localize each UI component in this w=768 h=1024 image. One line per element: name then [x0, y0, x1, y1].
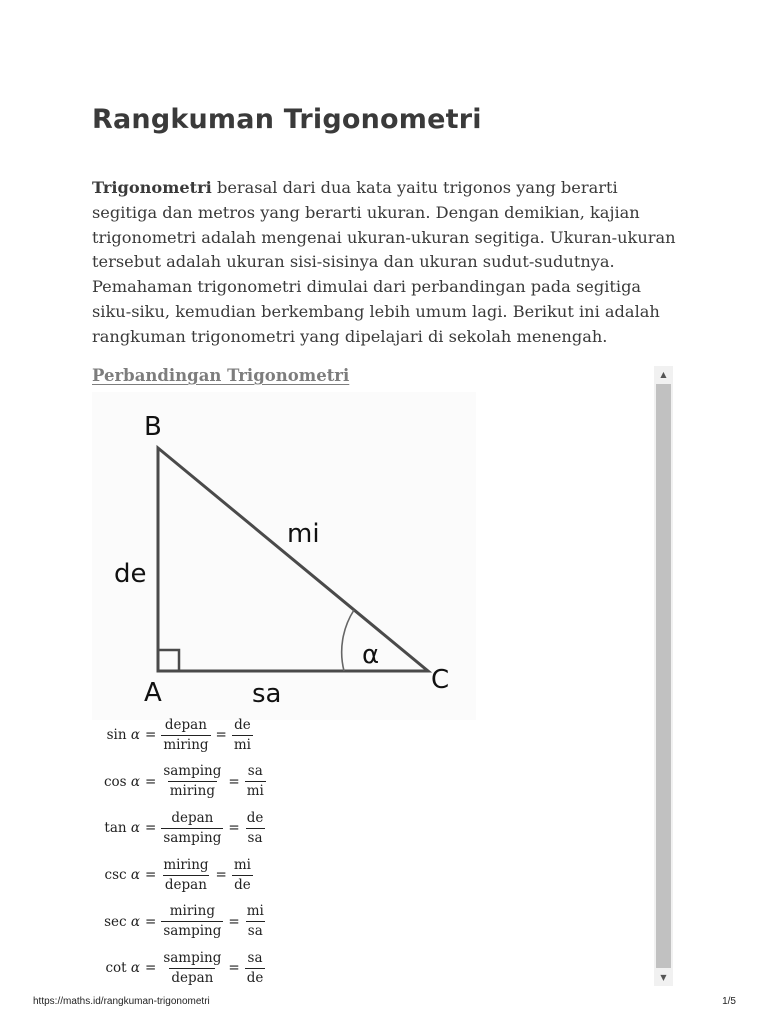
fraction-words: $\frac{\text{depan}}{\text{samping}}$ [163, 809, 222, 846]
equals-sign: = [145, 820, 157, 837]
trig-formulas [92, 712, 352, 992]
fraction-sides: $\frac{mi}{de}$ [233, 856, 251, 893]
equals-sign: = [228, 773, 240, 790]
right-angle-marker [158, 650, 179, 671]
formula-csc [92, 852, 352, 899]
fraction-words: $\frac{\text{miring}}{\text{depan}}$ [163, 856, 209, 893]
side-label-mi: mi [287, 519, 320, 549]
fraction-sides: $\frac{sa}{de}$ [246, 949, 264, 986]
formula-function: tan α [104, 820, 140, 837]
formula-sec [92, 898, 352, 945]
equals-sign: = [228, 960, 240, 977]
formula-function: csc α [104, 867, 140, 884]
angle-label-alpha: α [362, 640, 380, 670]
fraction-words: $\frac{\text{samping}}{\text{depan}}$ [163, 949, 222, 986]
equals-sign: = [145, 867, 157, 884]
scroll-thumb[interactable] [656, 384, 671, 968]
side-label-de: de [114, 559, 147, 589]
formula-cot [92, 945, 352, 992]
intro-text: berasal dari dua kata yaitu trigonos yang berarti segitiga dan metros yang berarti ukuran. Dengan demikian, kajian trigonometri adalah mengenai ukuran-ukuran segitiga. Ukuran-ukuran tersebut adalah ukuran sisi-sisinya dan ukuran sudut-sudutnya. Pemahaman trigonometri dimulai dari perbandingan pada segitiga siku-siku, kemudian berkembang lebih umum lagi. Berikut ini adalah rangkuman trigonometri yang dipelajari di sekolah menengah. [92, 178, 676, 346]
vertex-label-c: C [431, 665, 450, 695]
equals-sign: = [145, 773, 157, 790]
side-label-sa: sa [252, 679, 282, 709]
fraction-sides: $\frac{sa}{mi}$ [246, 763, 264, 800]
vertex-label-a: A [144, 678, 162, 708]
formula-function: sin α [106, 727, 140, 744]
equals-sign: = [145, 913, 157, 930]
intro-lead-term: Trigonometri [92, 178, 212, 197]
equals-sign: = [145, 960, 157, 977]
section-link-perbandingan[interactable]: Perbandingan Trigonometri [92, 366, 350, 385]
formula-sin [92, 712, 352, 759]
angle-arc [342, 610, 354, 671]
page-number: 1/5 [722, 996, 736, 1007]
vertex-label-b: B [144, 412, 162, 442]
fraction-words: $\frac{\text{depan}}{\text{miring}}$ [163, 716, 209, 753]
equals-sign: = [215, 867, 227, 884]
fraction-sides: $\frac{de}{sa}$ [246, 809, 264, 846]
footer-url: https://maths.id/rangkuman-trigonometri [33, 996, 210, 1007]
triangle-figure [92, 392, 476, 720]
scroll-up-icon[interactable]: ▲ [660, 370, 667, 379]
page-title: Rangkuman Trigonometri [92, 104, 482, 135]
scroll-down-icon[interactable]: ▼ [660, 973, 667, 982]
fraction-sides: $\frac{de}{mi}$ [233, 716, 251, 753]
fraction-words: $\frac{\text{miring}}{\text{samping}}$ [163, 903, 222, 940]
equals-sign: = [145, 727, 157, 744]
fraction-sides: $\frac{mi}{sa}$ [246, 903, 264, 940]
triangle-diagram [92, 392, 476, 720]
intro-paragraph [92, 176, 682, 350]
equals-sign: = [228, 820, 240, 837]
right-triangle-shape [158, 448, 428, 671]
fraction-words: $\frac{\text{samping}}{\text{miring}}$ [163, 763, 222, 800]
formula-tan [92, 805, 352, 852]
equals-sign: = [215, 727, 227, 744]
formula-function: sec α [104, 913, 140, 930]
formula-function: cos α [103, 773, 140, 790]
equals-sign: = [228, 913, 240, 930]
formula-cos [92, 759, 352, 806]
vertical-scrollbar[interactable] [654, 366, 673, 986]
formula-function: cot α [105, 960, 140, 977]
